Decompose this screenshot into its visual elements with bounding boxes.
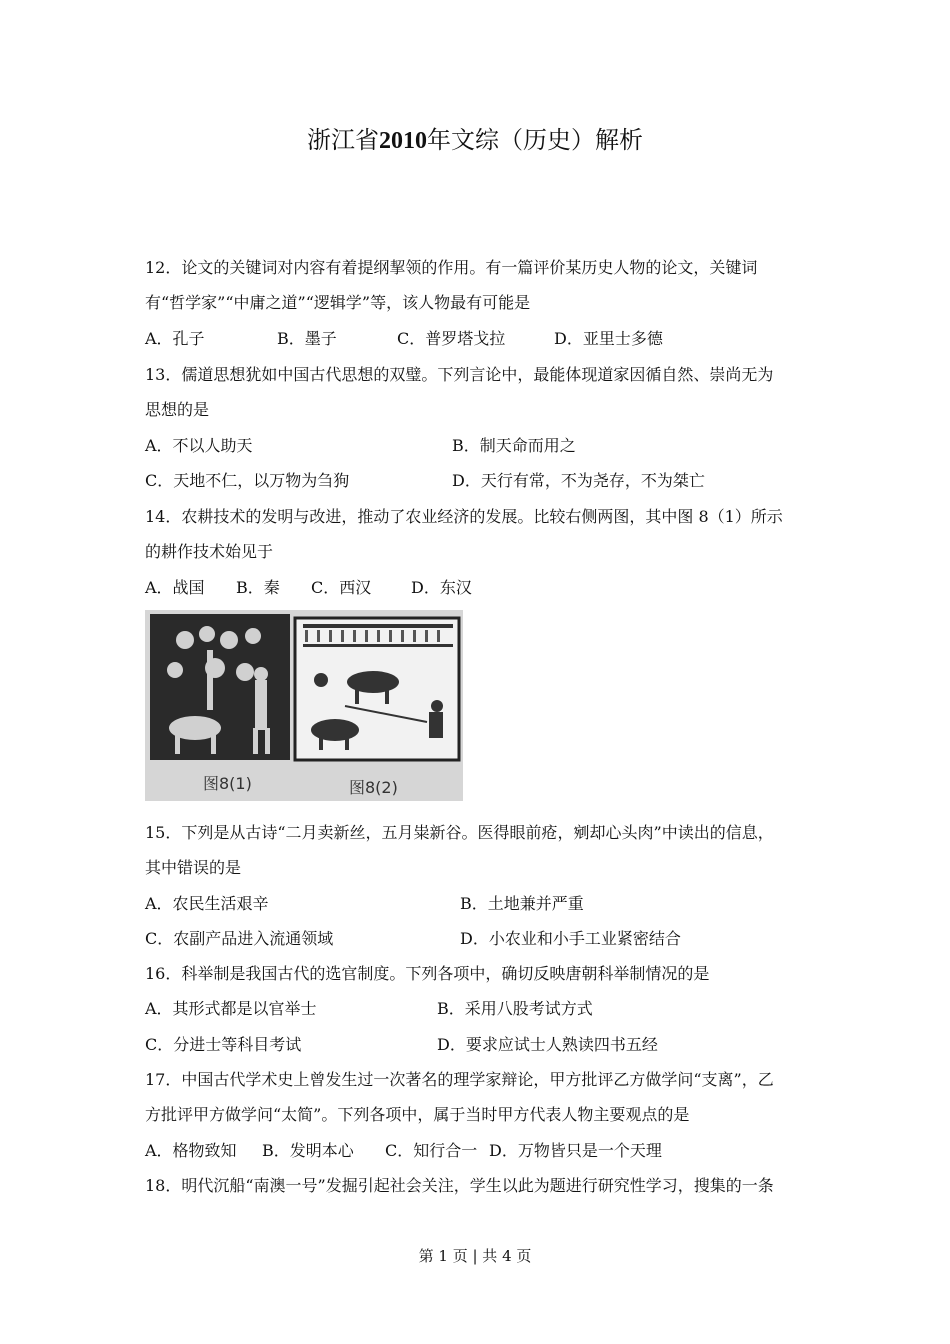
q14-option-b: B．秦 [236,578,280,597]
q13-stem-line2: 思想的是 [145,400,210,419]
q14-option-a: A．战国 [145,578,205,597]
ox-plow-illustration [145,610,463,801]
q14-option-d: D．东汉 [411,578,472,597]
q16-option-d: D．要求应试士人熟读四书五经 [437,1035,658,1054]
q16-option-a: A．其形式都是以官举士 [145,999,317,1018]
q17-option-b: B．发明本心 [262,1141,354,1160]
q12-stem-line2: 有“哲学家”“中庸之道”“逻辑学”等，该人物最有可能是 [145,293,531,312]
q17-option-d: D．万物皆只是一个天理 [489,1141,662,1160]
figure-1-caption: 图8(1) [203,774,252,793]
q15-stem-line1: 15．下列是从古诗“二月卖新丝，五月粜新谷。医得眼前疮，剜却心头肉”中读出的信息， [145,823,774,842]
title-year: 2010 [379,128,427,154]
q14-stem-line1: 14．农耕技术的发明与改进，推动了农业经济的发展。比较右侧两图，其中图 8（1）所示 [145,507,783,526]
q17-option-c: C．知行合一 [385,1141,478,1160]
q12-option-a: A．孔子 [145,329,205,348]
page-title [0,124,950,157]
q17-stem-line2: 方批评甲方做学问“太简”。下列各项中，属于当时甲方代表人物主要观点的是 [145,1105,690,1124]
q12-stem-line1: 12．论文的关键词对内容有着提纲挈领的作用。有一篇评价某历史人物的论文，关键词 [145,258,758,277]
q13-option-d: D．天行有常，不为尧存，不为桀亡 [452,471,705,490]
q12-option-b: B．墨子 [277,329,337,348]
q12-option-c: C．普罗塔戈拉 [397,329,506,348]
figure-2-caption: 图8(2) [349,778,398,797]
q13-option-a: A．不以人助天 [145,436,253,455]
q14-option-c: C．西汉 [311,578,372,597]
q13-option-b: B．制天命而用之 [452,436,576,455]
q13-option-c: C．天地不仁，以万物为刍狗 [145,471,350,490]
q12-option-d: D．亚里士多德 [554,329,663,348]
q13-stem-line1: 13．儒道思想犹如中国古代思想的双璧。下列言论中，最能体现道家因循自然、崇尚无为 [145,365,774,384]
title-suffix: 年文综（历史）解析 [427,126,643,154]
q16-option-c: C．分进士等科目考试 [145,1035,302,1054]
q15-option-a: A．农民生活艰辛 [145,894,269,913]
title-prefix: 浙江省 [307,126,379,154]
page-footer: 第 1 页 | 共 4 页 [418,1247,532,1265]
figure-8-plowing-images [145,610,463,801]
q15-stem-line2: 其中错误的是 [145,858,242,877]
q18-stem-line1: 18．明代沉船“南澳一号”发掘引起社会关注，学生以此为题进行研究性学习，搜集的一条 [145,1176,774,1195]
q15-option-b: B．土地兼并严重 [460,894,584,913]
q15-option-c: C．农副产品进入流通领域 [145,929,334,948]
q16-option-b: B．采用八股考试方式 [437,999,593,1018]
q17-stem-line1: 17．中国古代学术史上曾发生过一次著名的理学家辩论，甲方批评乙方做学问“支离”，乙 [145,1070,774,1089]
q15-option-d: D．小农业和小手工业紧密结合 [460,929,681,948]
q17-option-a: A．格物致知 [145,1141,237,1160]
q14-stem-line2: 的耕作技术始见于 [145,542,274,561]
q16-stem-line1: 16．科举制是我国古代的选官制度。下列各项中，确切反映唐朝科举制情况的是 [145,964,710,983]
